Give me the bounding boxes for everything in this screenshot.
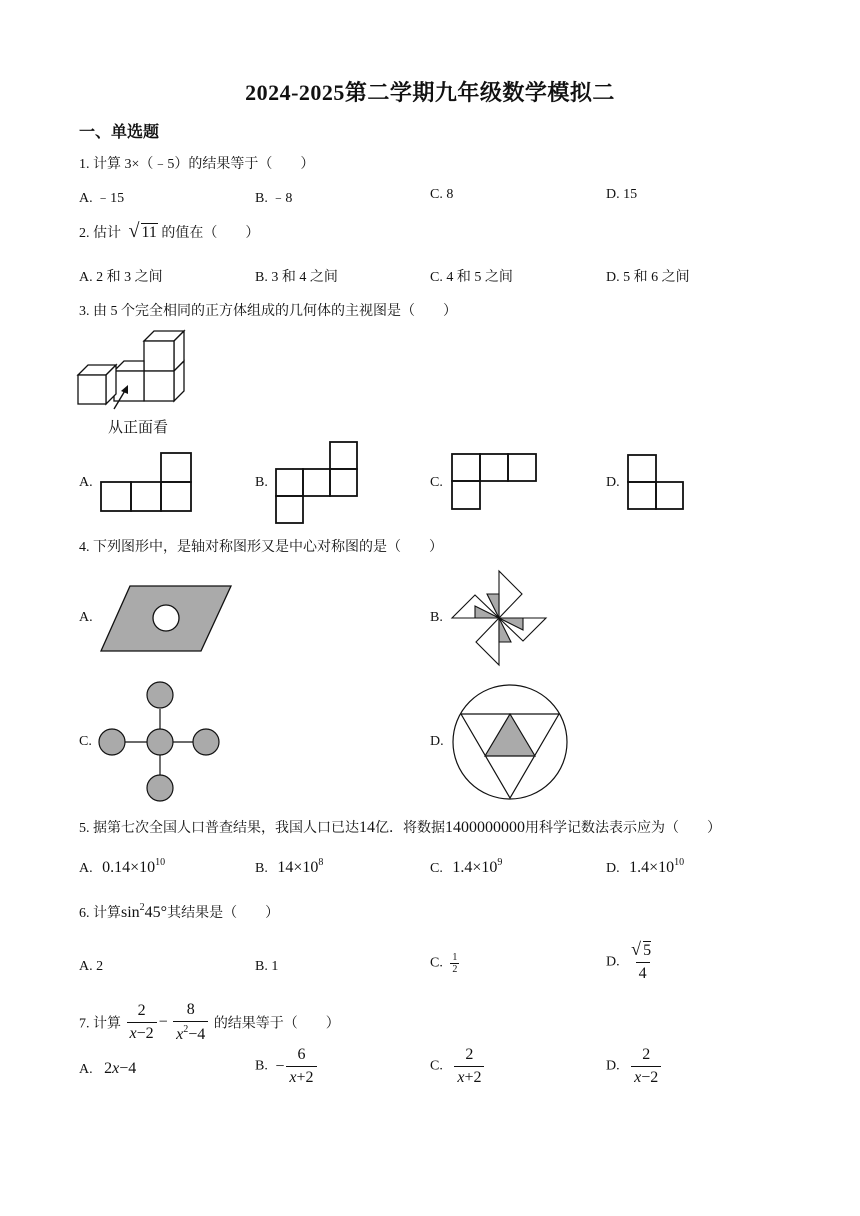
q6-d-radicand: 5 <box>643 942 652 959</box>
q4-option-c[interactable]: C. <box>79 734 92 749</box>
q7-option-d[interactable] <box>606 1046 663 1087</box>
q5-a-exp: 10 <box>155 857 166 868</box>
q5-a-base: 0.14×10 <box>102 859 156 876</box>
q7-b-sign: − <box>275 1057 285 1075</box>
q3-option-a[interactable]: A. <box>79 475 93 490</box>
q5-option-a[interactable] <box>79 857 165 877</box>
section-heading: 一、单选题 <box>79 124 160 141</box>
q3-figure-b[interactable] <box>275 441 359 525</box>
q6-option-a[interactable]: A. 2 <box>79 959 104 974</box>
q7-a-label: A. <box>79 1062 93 1077</box>
q7-option-c[interactable] <box>430 1046 486 1087</box>
q7-stem-post: 的结果等于（ ） <box>213 1016 340 1032</box>
q7-minus: − <box>158 1013 168 1031</box>
q7-b-den: x+2 <box>286 1066 316 1087</box>
q2-option-d[interactable]: D. 5 和 6 之间 <box>606 270 690 285</box>
q4-figure-d-circle-triangles[interactable] <box>451 684 569 802</box>
q6-option-d[interactable] <box>606 939 656 983</box>
q5-d-label: D. <box>606 861 620 876</box>
q7-c-num: 2 <box>465 1046 474 1063</box>
q6-exp: 2 <box>139 902 145 913</box>
sqrt-symbol: √ 11 <box>128 220 157 242</box>
question-2-stem <box>79 222 259 242</box>
q4-option-b[interactable]: B. <box>430 610 443 625</box>
q7-fraction-2 <box>173 1001 208 1044</box>
q3-option-d[interactable]: D. <box>606 475 620 490</box>
q7-option-a[interactable] <box>79 1060 136 1078</box>
q2-option-c[interactable]: C. 4 和 5 之间 <box>430 270 513 285</box>
q7-f1-den: x−2 <box>127 1022 157 1043</box>
q7-f2-den: $x^2-4$ <box>173 1021 208 1044</box>
q7-stem-pre: 7. 计算 <box>79 1016 121 1032</box>
question-7-stem <box>79 1001 340 1044</box>
q7-f2-num: 8 <box>186 1001 195 1018</box>
q2-stem-post: 的值在（ ） <box>161 226 260 241</box>
q1-option-b[interactable]: B. ﹣8 <box>255 191 293 206</box>
view-direction-arrow <box>110 385 140 415</box>
q5-option-c[interactable] <box>430 857 502 877</box>
q7-d-label: D. <box>606 1058 620 1074</box>
view-caption: 从正面看 <box>108 420 169 436</box>
q4-option-d[interactable]: D. <box>430 734 444 749</box>
q5-c-base: 1.4×10 <box>452 859 498 876</box>
q3-figure-a[interactable] <box>100 452 192 512</box>
q5-number-big: 1400000000 <box>445 819 525 836</box>
q5-d-exp: 10 <box>674 857 685 868</box>
q5-option-d[interactable] <box>606 857 684 877</box>
q7-option-b[interactable] <box>255 1046 319 1087</box>
q1-option-a[interactable]: A. ﹣15 <box>79 191 125 206</box>
q2-option-a[interactable]: A. 2 和 3 之间 <box>79 270 163 285</box>
q1-option-c[interactable]: C. 8 <box>430 187 454 202</box>
q6-c-label: C. <box>430 955 443 971</box>
q2-stem-pre: 2. 估计 <box>79 226 121 241</box>
q5-c-exp: 9 <box>497 857 503 868</box>
q7-fraction-1 <box>127 1002 157 1043</box>
question-3-stem: 3. 由 5 个完全相同的正方体组成的几何体的主视图是（ ） <box>79 304 457 319</box>
question-5-stem <box>79 817 721 837</box>
q5-a-label: A. <box>79 861 93 876</box>
question-4-stem: 4. 下列图形中，是轴对称图形又是中心对称图的是（ ） <box>79 540 443 555</box>
q7-a-expr: 2x−4 <box>104 1060 137 1077</box>
q6-option-c[interactable] <box>430 952 461 975</box>
question-6-stem <box>79 902 279 922</box>
q5-stem-pre: 5. 据第七次全国人口普查结果，我国人口已达 <box>79 821 359 836</box>
q4-figure-c-circles[interactable] <box>96 681 222 803</box>
q3-option-c[interactable]: C. <box>430 475 443 490</box>
page-title: 2024-2025第二学期九年级数学模拟二 <box>245 80 615 105</box>
q5-stem-post: 用科学记数法表示应为（ ） <box>525 821 721 836</box>
q5-c-label: C. <box>430 861 443 876</box>
q6-stem-pre: 6. 计算 <box>79 906 121 921</box>
q7-c-label: C. <box>430 1058 443 1074</box>
q3-figure-d[interactable] <box>627 454 685 510</box>
q3-option-b[interactable]: B. <box>255 475 268 490</box>
q6-c-num: 1 <box>452 952 458 963</box>
q4-figure-b-pinwheel[interactable] <box>450 570 548 666</box>
q5-b-base: 14×10 <box>277 859 319 876</box>
q7-f1-num: 2 <box>137 1002 146 1019</box>
q7-b-label: B. <box>255 1058 268 1074</box>
q1-option-d[interactable]: D. 15 <box>606 187 638 202</box>
q6-func: sin <box>121 904 140 921</box>
q2-option-b[interactable]: B. 3 和 4 之间 <box>255 270 338 285</box>
q7-d-num: 2 <box>642 1046 651 1063</box>
q7-b-num: 6 <box>297 1046 306 1063</box>
q6-angle: 45° <box>144 904 168 921</box>
q4-option-a[interactable]: A. <box>79 610 93 625</box>
q6-stem-post: 其结果是（ ） <box>167 906 280 921</box>
q7-d-den: x−2 <box>631 1066 661 1087</box>
q6-option-b[interactable]: B. 1 <box>255 959 279 974</box>
q5-stem-mid: 亿．将数据 <box>375 821 445 836</box>
q2-radicand: 11 <box>141 224 157 241</box>
question-1-stem: 1. 计算 3×（﹣5）的结果等于（ ） <box>79 157 315 172</box>
q6-d-label: D. <box>606 954 620 970</box>
q4-figure-a-parallelogram[interactable] <box>100 585 232 653</box>
q6-d-den: 4 <box>636 962 650 983</box>
q7-c-den: x+2 <box>454 1066 484 1087</box>
q3-figure-c[interactable] <box>451 453 537 511</box>
q5-option-b[interactable] <box>255 857 323 877</box>
q5-d-base: 1.4×10 <box>629 859 675 876</box>
q5-b-exp: 8 <box>318 857 324 868</box>
q6-d-sqrt: √ 5 <box>631 939 652 959</box>
q5-b-label: B. <box>255 861 268 876</box>
q6-c-den: 2 <box>452 964 458 975</box>
q5-number-14: 14 <box>359 819 375 836</box>
